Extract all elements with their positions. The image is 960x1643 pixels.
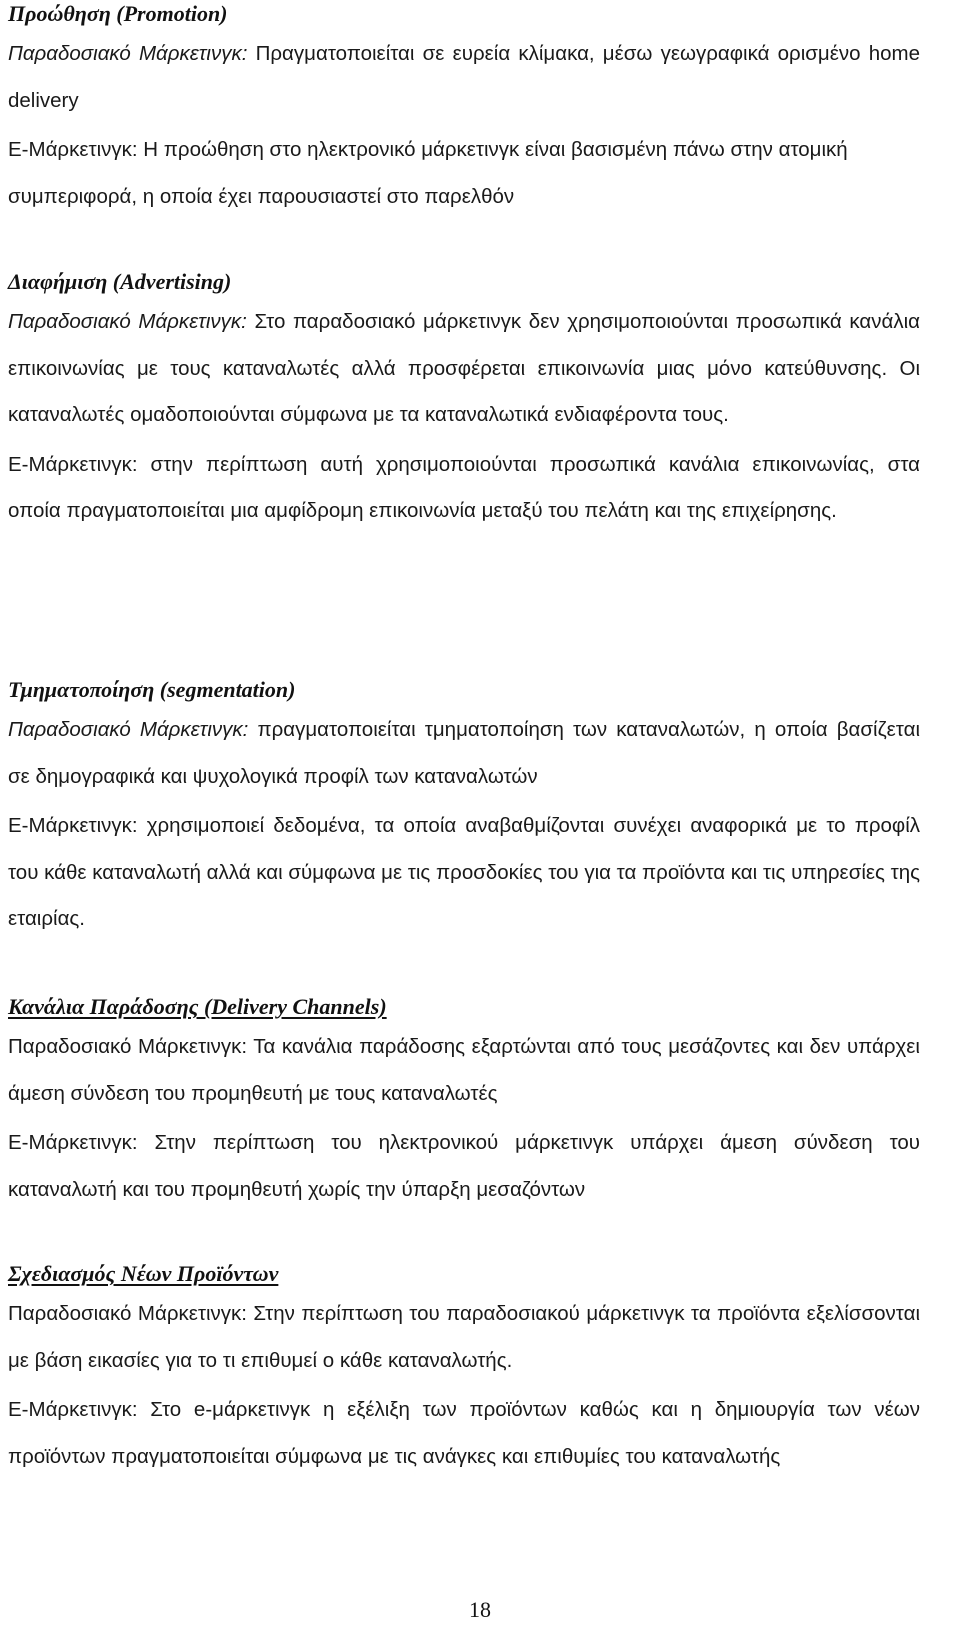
paragraph-traditional-advertising <box>8 299 920 439</box>
page-number: 18 <box>469 1597 491 1622</box>
paragraph-traditional-segmentation <box>8 707 920 800</box>
paragraph-traditional-products: Παραδοσιακό Μάρκετινγκ: Στην περίπτωση του παραδοσιακού μάρκετινγκ τα προϊόντα εξελίσσονται με βάση εικασίες για το τι επιθυμεί ο κάθε καταναλωτής. <box>8 1302 920 1372</box>
paragraph-traditional-promotion <box>8 31 920 124</box>
section-title-delivery-channels: Κανάλια Παράδοσης (Delivery Channels) <box>8 994 387 1019</box>
section-title-segmentation: Τμηματοποίηση (segmentation) <box>8 677 296 702</box>
paragraph-emarketing-promotion: Ε-Μάρκετινγκ: Η προώθηση στο ηλεκτρονικό μάρκετινγκ είναι βασισμένη πάνω στην ατομική συμπεριφορά, η οποία έχει παρουσιαστεί στο παρελθόν <box>8 138 848 208</box>
section-new-products <box>8 1260 920 1480</box>
section-promotion <box>8 0 920 220</box>
traditional-label: Παραδοσιακό Μάρκετινγκ: <box>8 310 247 333</box>
paragraph-emarketing-segmentation: Ε-Μάρκετινγκ: χρησιμοποιεί δεδομένα, τα οποία αναβαθμίζονται συνέχει αναφορικά με το προφίλ του κάθε καταναλωτή αλλά και σύμφωνα με τις προσδοκίες του για τα προϊόντα και τις υπηρεσίες της εταιρίας. <box>8 814 920 930</box>
section-advertising <box>8 268 920 535</box>
section-title-new-products: Σχεδιασμός Νέων Προϊόντων <box>8 1261 279 1286</box>
traditional-text: πραγματοποιείται τμηματοποίηση των καταναλωτών, η οποία βασίζεται σε δημογραφικά και ψυχολογικά προφίλ των καταναλωτών <box>8 718 921 788</box>
traditional-text: Πραγματοποιείται σε ευρεία κλίμακα, μέσω γεωγραφικά ορισμένο home delivery <box>8 42 920 112</box>
section-title-advertising: Διαφήμιση (Advertising) <box>8 269 232 294</box>
paragraph-emarketing-advertising: Ε-Μάρκετινγκ: στην περίπτωση αυτή χρησιμοποιούνται προσωπικά κανάλια επικοινωνίας, στα οποία πραγματοποιείται μια αμφίδρομη επικοινωνία μεταξύ του πελάτη και της επιχείρησης. <box>8 452 920 522</box>
traditional-label: Παραδοσιακό Μάρκετινγκ: <box>8 42 248 65</box>
paragraph-traditional-delivery: Παραδοσιακό Μάρκετινγκ: Τα κανάλια παράδοσης εξαρτώνται από τους μεσάζοντες και δεν υπάρχει άμεση σύνδεση του προμηθευτή με τους καταναλωτές <box>8 1035 920 1105</box>
traditional-label: Παραδοσιακό Μάρκετινγκ: <box>8 718 249 741</box>
section-delivery-channels <box>8 993 920 1213</box>
paragraph-emarketing-delivery: Ε-Μάρκετινγκ: Στην περίπτωση του ηλεκτρονικού μάρκετινγκ υπάρχει άμεση σύνδεση του καταναλωτή και του προμηθευτή χωρίς την ύπαρξη μεσαζόντων <box>8 1131 920 1201</box>
traditional-text: Στο παραδοσιακό μάρκετινγκ δεν χρησιμοποιούνται προσωπικά κανάλια επικοινωνίας με τους καταναλωτές αλλά προσφέρεται επικοινωνία μιας μόνο κατεύθυνσης. Οι καταναλωτές ομαδοποιούνται σύμφωνα με τα καταναλωτικά ενδιαφέροντα τους. <box>8 310 920 426</box>
section-segmentation <box>8 676 920 943</box>
section-title-promotion: Προώθηση (Promotion) <box>8 1 228 26</box>
paragraph-emarketing-products: Ε-Μάρκετινγκ: Στο e-μάρκετινγκ η εξέλιξη των προϊόντων καθώς και η δημιουργία των νέων προϊόντων πραγματοποιείται σύμφωνα με τις ανάγκες και επιθυμίες του καταναλωτής <box>8 1398 920 1468</box>
